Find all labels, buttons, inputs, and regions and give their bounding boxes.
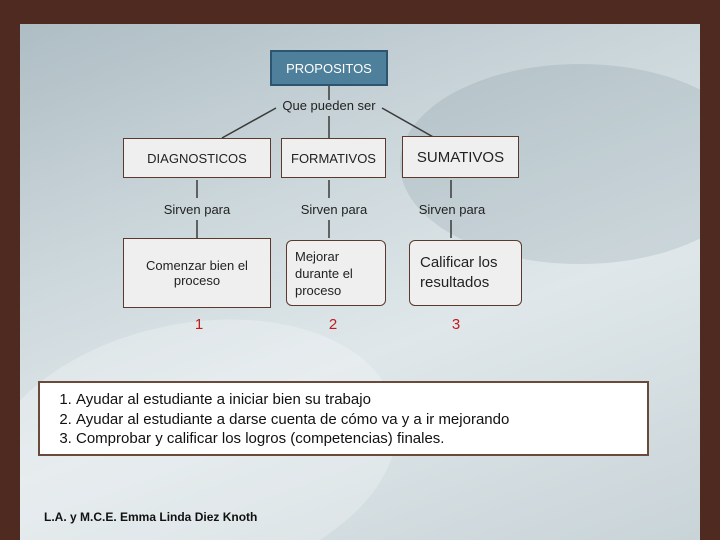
- connector-line: [222, 108, 276, 138]
- footer-author: L.A. y M.C.E. Emma Linda Diez Knoth: [44, 510, 258, 524]
- purpose-text: Mejorar durante el proceso: [295, 248, 353, 298]
- relation-label: Sirven para: [163, 202, 231, 217]
- type-box-sumativos: [402, 136, 519, 178]
- note-item: 3. Comprobar y calificar los logros (competencias) finales.: [76, 429, 641, 449]
- purpose-box: [409, 240, 522, 306]
- note-item: 2. Ayudar al estudiante a darse cuenta de cómo va y a ir mejorando: [76, 410, 641, 430]
- number-label: 3: [451, 316, 461, 333]
- title-text: PROPOSITOS: [286, 60, 372, 76]
- title-box: [270, 50, 388, 86]
- purpose-box: [123, 238, 271, 308]
- type-label: FORMATIVOS: [291, 150, 376, 166]
- number-label: 2: [328, 316, 338, 333]
- relation-label: Sirven para: [418, 202, 486, 217]
- notes-list: [46, 390, 641, 449]
- number-label: 1: [194, 316, 204, 333]
- purpose-box: [286, 240, 386, 306]
- connector-line: [382, 108, 435, 138]
- note-item: 1. Ayudar al estudiante a iniciar bien su trabajo: [76, 390, 641, 410]
- notes-box: [38, 381, 649, 456]
- connector-label: Que pueden ser: [282, 98, 376, 113]
- relation-label: Sirven para: [300, 202, 368, 217]
- type-label: DIAGNOSTICOS: [147, 150, 247, 166]
- type-box-formativos: [281, 138, 386, 178]
- type-box-diagnosticos: [123, 138, 271, 178]
- purpose-text: Calificar los resultados: [420, 254, 498, 291]
- type-label: SUMATIVOS: [416, 148, 505, 166]
- purpose-text: Comenzar bien el proceso: [146, 258, 248, 288]
